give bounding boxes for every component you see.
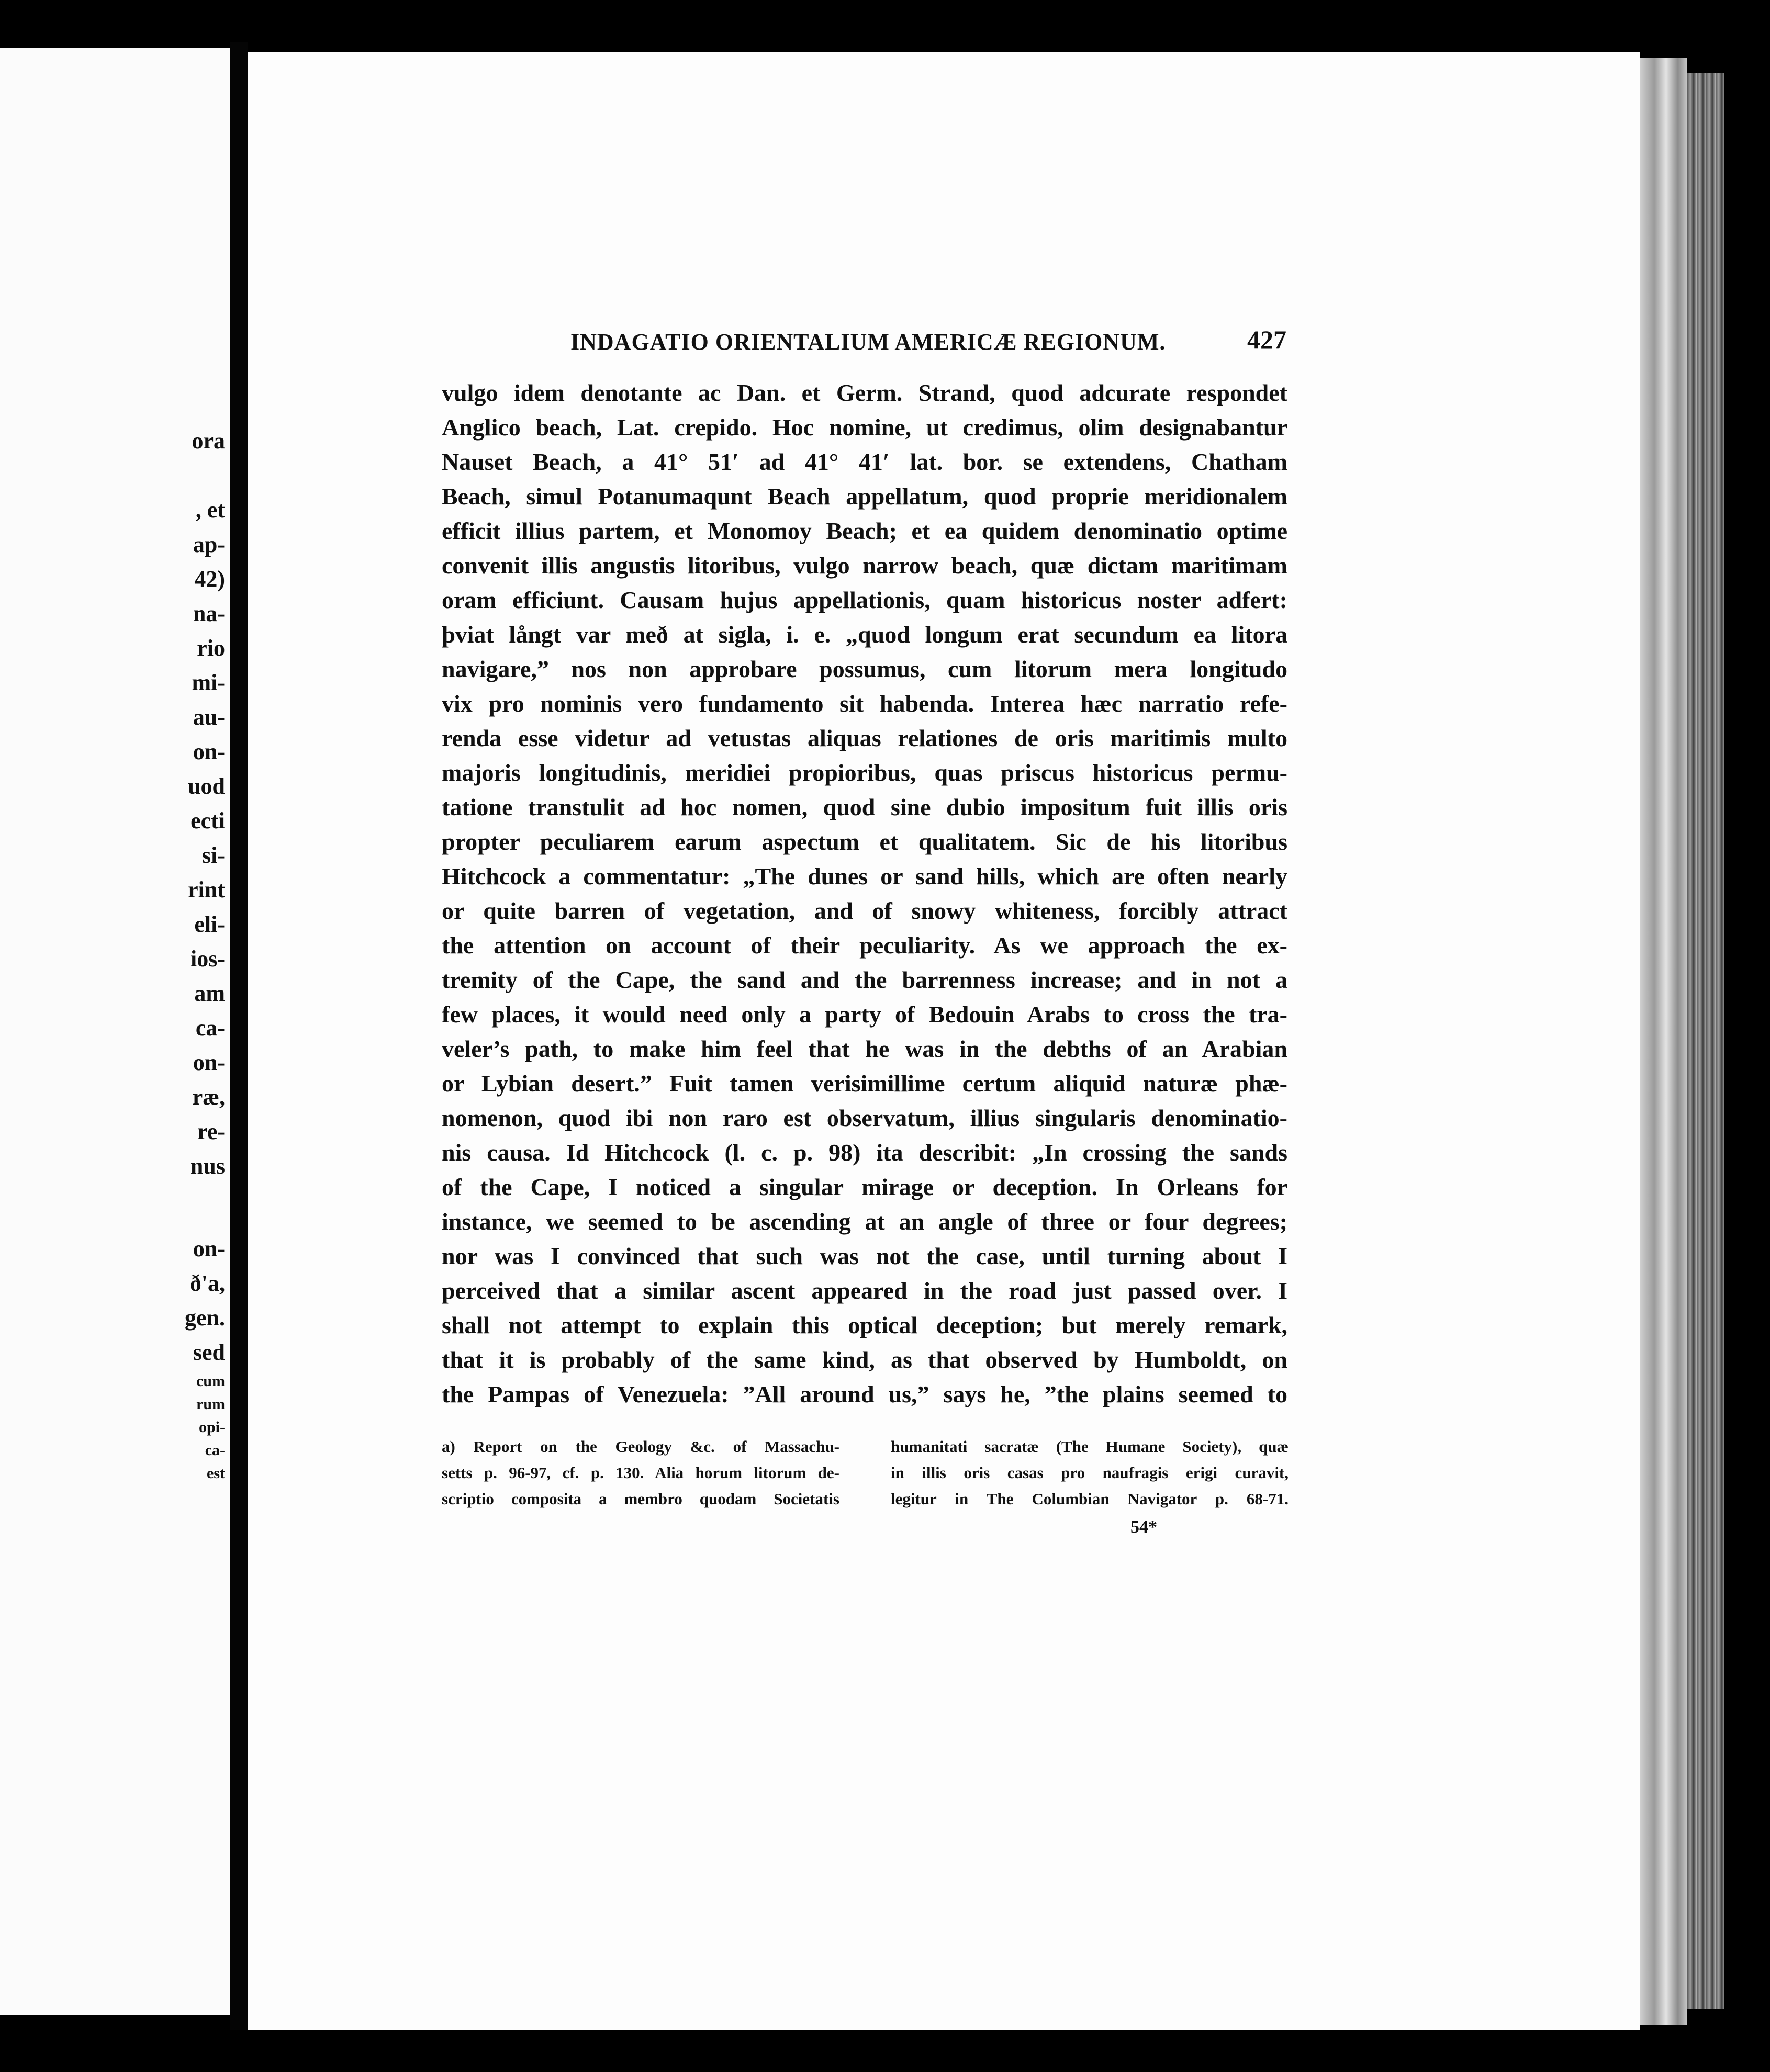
page-stack-edge [1687,73,1724,2009]
text-line: propter peculiarem earum aspectum et qualitatem. Sic de his litoribus [442,828,1287,855]
page-number: 427 [1247,325,1286,354]
margin-line: , et [195,497,225,523]
margin-footnote-line: rum [196,1395,225,1413]
text-line: Beach, simul Potanumaqunt Beach appellatum, quod proprie meridionalem [442,483,1287,510]
text-line: Nauset Beach, a 41° 51′ ad 41° 41′ lat. bor. se extendens, Chatham [442,448,1287,475]
margin-line: re- [197,1119,225,1144]
text-line: oram efficiunt. Causam hujus appellationis, quam historicus noster adfert: [442,587,1287,613]
text-line: majoris longitudinis, meridiei propioribus, quas priscus historicus permu- [442,759,1287,786]
text-line: nomenon, quod ibi non raro est observatum, illius singularis denominatio- [442,1105,1287,1131]
footnote-right-column [891,1434,1289,1512]
margin-line: ios- [191,946,225,972]
text-line: vix pro nominis vero fundamento sit habenda. Interea hæc narratio refe- [442,690,1287,717]
margin-line: gen. [185,1305,225,1331]
margin-line: ora [192,428,225,454]
margin-line: 42) [194,566,225,592]
text-line: tatione transtulit ad hoc nomen, quod sine dubio impositum fuit illis oris [442,794,1287,820]
margin-line: rio [197,635,225,661]
text-line: tremity of the Cape, the sand and the barrenness increase; and in not a [442,966,1287,993]
margin-footnote-line: opi- [198,1418,225,1436]
text-line: few places, it would need only a party of Bedouin Arabs to cross the tra- [442,1001,1287,1028]
margin-footnote-line: est [207,1465,225,1482]
footnote-line: a) Report on the Geology &c. of Massachu- [442,1437,839,1456]
margin-line: au- [193,704,225,730]
page-edge [1640,58,1687,2025]
margin-line: mi- [192,670,225,695]
text-line: Hitchcock a commentatur: „The dunes or sand hills, which are often nearly [442,863,1287,889]
text-line: perceived that a similar ascent appeared in the road just passed over. I [442,1277,1287,1304]
margin-spacer [0,1184,225,1232]
left-margin-text [0,424,225,1485]
margin-line: sed [193,1339,225,1365]
footnote-line: scriptio composita a membro quodam Societatis [442,1490,839,1508]
text-line: that it is probably of the same kind, as that observed by Humboldt, on [442,1346,1287,1373]
margin-line: ræ, [192,1084,225,1110]
footnote-left-column [442,1434,839,1512]
text-line: þviat långt var með at sigla, i. e. „quod longum erat secundum ea litora [442,621,1287,648]
text-line: Anglico beach, Lat. crepido. Hoc nomine, ut credimus, olim designabantur [442,414,1287,441]
footnote-line: humanitati sacratæ (The Humane Society), quæ [891,1437,1289,1456]
text-line: vulgo idem denotante ac Dan. et Germ. Strand, quod adcurate respondet [442,379,1287,406]
text-line: navigare,” nos non approbare possumus, cum litorum mera longitudo [442,656,1287,682]
margin-line: na- [193,601,225,626]
text-line: or quite barren of vegetation, and of snowy whiteness, forcibly attract [442,897,1287,924]
margin-line: si- [202,842,225,868]
margin-line: on- [193,1050,225,1075]
text-line: shall not attempt to explain this optical deception; but merely remark, [442,1312,1287,1338]
margin-line: ð'a, [189,1270,225,1296]
margin-line: nus [190,1153,225,1179]
footnote-line: legitur in The Columbian Navigator p. 68-71. [891,1490,1289,1508]
margin-line: on- [193,1236,225,1262]
running-title: INDAGATIO ORIENTALIUM AMERICÆ REGIONUM. [570,329,1166,355]
margin-footnote-line: cum [196,1372,225,1390]
text-line: the attention on account of their peculiarity. As we approach the ex- [442,932,1287,959]
margin-line: am [194,981,225,1006]
body-text [442,376,1287,1412]
text-line: convenit illis angustis litoribus, vulgo narrow beach, quæ dictam maritimam [442,552,1287,579]
margin-footnote-line: ca- [205,1442,225,1459]
text-line: or Lybian desert.” Fuit tamen verisimillime certum aliquid naturæ phæ- [442,1070,1287,1097]
margin-line: ap- [193,532,225,557]
text-line: renda esse videtur ad vetustas aliquas relationes de oris maritimis multo [442,725,1287,751]
margin-line: eli- [194,911,225,937]
margin-line: ecti [191,808,225,834]
text-line: veler’s path, to make him feel that he was in the debths of an Arabian [442,1035,1287,1062]
margin-line: uod [188,773,225,799]
text-line: efficit illius partem, et Monomoy Beach; et ea quidem denominatio optime [442,517,1287,544]
margin-line: rint [188,877,225,903]
signature-mark: 54* [1130,1517,1157,1537]
footnote-line: setts p. 96-97, cf. p. 130. Alia horum litorum de- [442,1463,839,1482]
book-gutter [230,42,248,2030]
margin-line: on- [193,739,225,764]
margin-line [0,458,225,493]
footnote-line: in illis oris casas pro naufragis erigi curavit, [891,1463,1289,1482]
text-line: nis causa. Id Hitchcock (l. c. p. 98) ita describit: „In crossing the sands [442,1139,1287,1166]
margin-line: ca- [195,1015,225,1041]
left-page [0,48,230,2015]
text-line: instance, we seemed to be ascending at an angle of three or four degrees; [442,1208,1287,1235]
text-line: nor was I convinced that such was not the case, until turning about I [442,1243,1287,1269]
text-line: of the Cape, I noticed a singular mirage or deception. In Orleans for [442,1174,1287,1200]
text-line: the Pampas of Venezuela: ”All around us,” says he, ”the plains seemed to [442,1381,1287,1407]
